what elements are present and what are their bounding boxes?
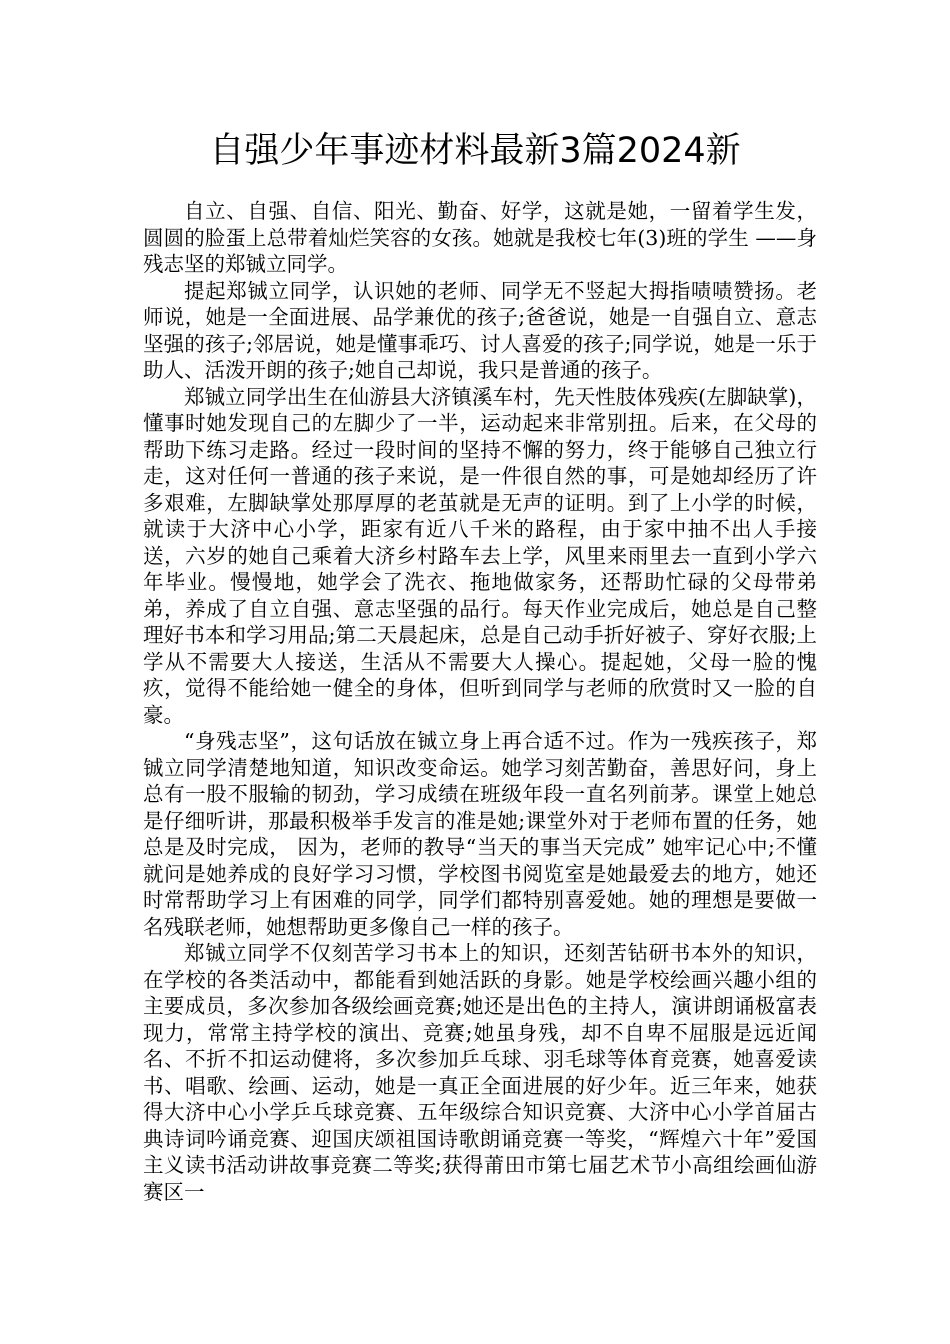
paragraph-3: 郑铖立同学出生在仙游县大济镇溪车村，先天性肢体残疾(左脚缺掌)，懂事时她发现自己的左脚少了一半，运动起来非常别扭。后来，在父母的帮助下练习走路。经过一段时间的坚持不懈的努力，终于能够自己独立行走，这对任何一普通的孩子来说，是一件很自然的事，可是她却经历了许多艰难，左脚缺掌处那厚厚的老茧就是无声的证明。到了上小学的时候，就读于大济中心小学，距家有近八千米的路程，由于家中抽不出人手接送，六岁的她自己乘着大济乡村路车去上学，风里来雨里去一直到小学六年毕业。慢慢地，她学会了洗衣、拖地做家务，还帮助忙碌的父母带弟弟，养成了自立自强、意志坚强的品行。每天作业完成后，她总是自己整理好书本和学习用品;第二天晨起床，总是自己动手折好被子、穿好衣服;上学从不需要大人接送，生活从不需要大人操心。提起她，父母一脸的愧疚，觉得不能给她一健全的身体，但听到同学与老师的欣赏时又一脸的自豪。 bbox=[143, 384, 817, 727]
paragraph-5: 郑铖立同学不仅刻苦学习书本上的知识，还刻苦钻研书本外的知识，在学校的各类活动中，都能看到她活跃的身影。她是学校绘画兴趣小组的主要成员，多次参加各级绘画竞赛;她还是出色的主持人，演讲朗诵极富表现力，常常主持学校的演出、竞赛;她虽身残，却不自卑不屈服是远近闻名、不折不扣运动健将，多次参加乒乓球、羽毛球等体育竞赛，她喜爱读书、唱歌、绘画、运动，她是一真正全面进展的好少年。近三年来，她获得大济中心小学乒乓球竞赛、五年级综合知识竞赛、大济中心小学首届古典诗词吟诵竞赛、迎国庆颂祖国诗歌朗诵竞赛一等奖，“辉煌六十年”爱国主义读书活动讲故事竞赛二等奖;获得莆田市第七届艺术节小高组绘画仙游赛区一 bbox=[143, 941, 817, 1204]
paragraph-1: 自立、自强、自信、阳光、勤奋、好学，这就是她，一留着学生发，圆圆的脸蛋上总带着灿烂笑容的女孩。她就是我校七年(3)班的学生 ——身残志坚的郑铖立同学。 bbox=[143, 199, 817, 276]
paragraph-4: “身残志坚”，这句话放在铖立身上再合适不过。作为一残疾孩子，郑铖立同学清楚地知道，知识改变命运。她学习刻苦勤奋，善思好问，身上总有一股不服输的韧劲，学习成绩在班级年段一直名列前茅。课堂上她总是仔细听讲，那最积极举手发言的准是她;课堂外对于老师布置的任务，她总是及时完成， 因为，老师的教导“当天的事当天完成” 她牢记心中;不懂就问是她养成的良好学习习惯，学校图书阅览室是她最爱去的地方，她还时常帮助学习上有困难的同学，同学们都特别喜爱她。她的理想是要做一名残联老师，她想帮助更多像自己一样的孩子。 bbox=[143, 729, 817, 939]
document-title: 自强少年事迹材料最新3篇2024新 bbox=[209, 131, 741, 171]
document-body bbox=[143, 198, 817, 1205]
paragraph-2: 提起郑铖立同学，认识她的老师、同学无不竖起大拇指啧啧赞扬。老师说，她是一全面进展、品学兼优的孩子;爸爸说，她是一自强自立、意志坚强的孩子;邻居说，她是懂事乖巧、讨人喜爱的孩子;同学说，她是一乐于助人、活泼开朗的孩子;她自己却说，我只是普通的孩子。 bbox=[143, 278, 817, 382]
